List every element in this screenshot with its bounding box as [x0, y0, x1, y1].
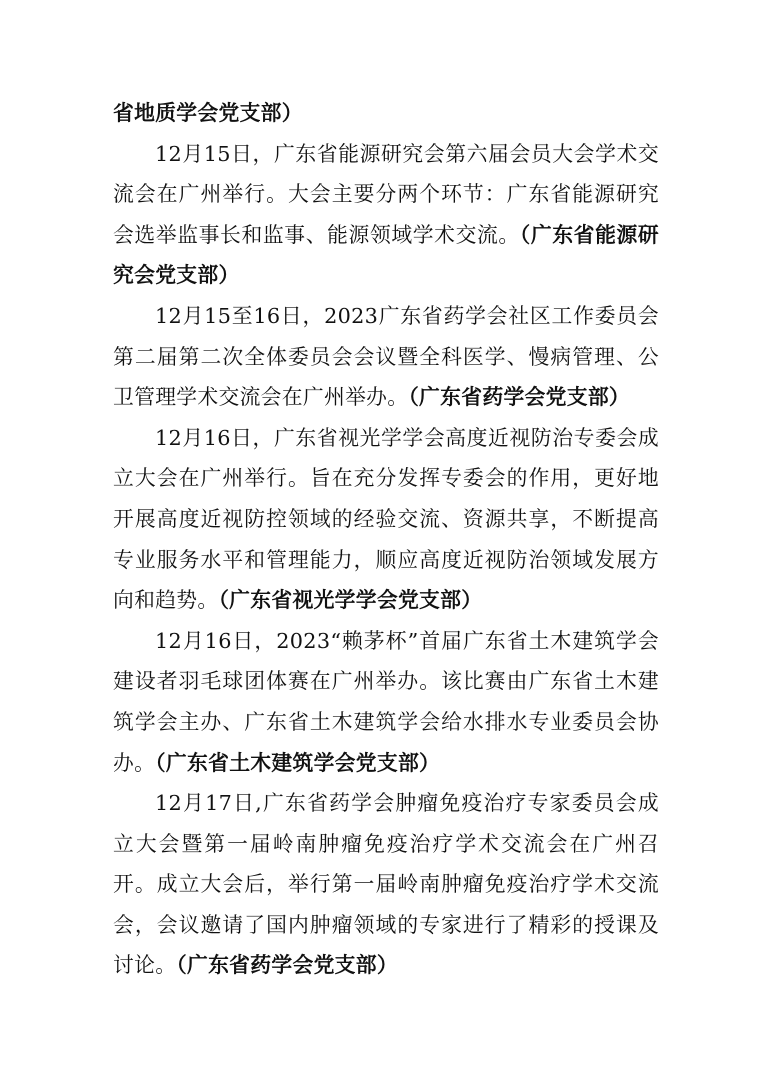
- paragraph-text: 12月16日，广东省视光学学会高度近视防治专委会成立大会在广州举行。旨在充分发挥专委会的作用，更好地开展高度近视防控领域的经验交流、资源共享，不断提高专业服务水平和管理能力，顺应高度近视防治领域发展方向和趋势。: [113, 425, 659, 613]
- news-paragraph: [113, 418, 659, 621]
- source-label: （广东省视光学学会党支部）: [218, 587, 483, 613]
- paragraph-text: 12月15日，广东省能源研究会第六届会员大会学术交流会在广州举行。大会主要分两个环节：广东省能源研究会选举监事长和监事、能源领域学术交流。: [113, 141, 659, 247]
- paragraph-text: 12月15至16日，2023广东省药学会社区工作委员会第二届第二次全体委员会会议暨全科医学、慢病管理、公卫管理学术交流会在广州举办。: [113, 303, 659, 410]
- news-paragraph: [113, 783, 659, 986]
- source-label: 省地质学会党支部）: [113, 100, 303, 125]
- source-label: （广东省能源研究会党支部）: [113, 221, 659, 288]
- source-label: （广东省药学会党支部）: [408, 384, 631, 410]
- news-paragraph: [113, 621, 659, 783]
- document-page: [113, 93, 659, 986]
- news-paragraph: [113, 134, 659, 296]
- paragraph-text: 12月16日，2023“赖茅杯”首届广东省土木建筑学会建设者羽毛球团体赛在广州举办。该比赛由广东省土木建筑学会主办、广东省土木建筑学会给水排水专业委员会协办。: [113, 628, 659, 775]
- continued-paragraph: [113, 93, 659, 134]
- source-label: （广东省土木建筑学会党支部）: [155, 749, 441, 775]
- news-paragraph: [113, 296, 659, 418]
- paragraph-text: 12月17日,广东省药学会肿瘤免疫治疗专家委员会成立大会暨第一届岭南肿瘤免疫治疗学术交流会在广州召开。成立大会后，举行第一届岭南肿瘤免疫治疗学术交流会，会议邀请了国内肿瘤领域的专家进行了精彩的授课及讨论。: [113, 791, 659, 978]
- source-label: （广东省药学会党支部）: [176, 952, 398, 978]
